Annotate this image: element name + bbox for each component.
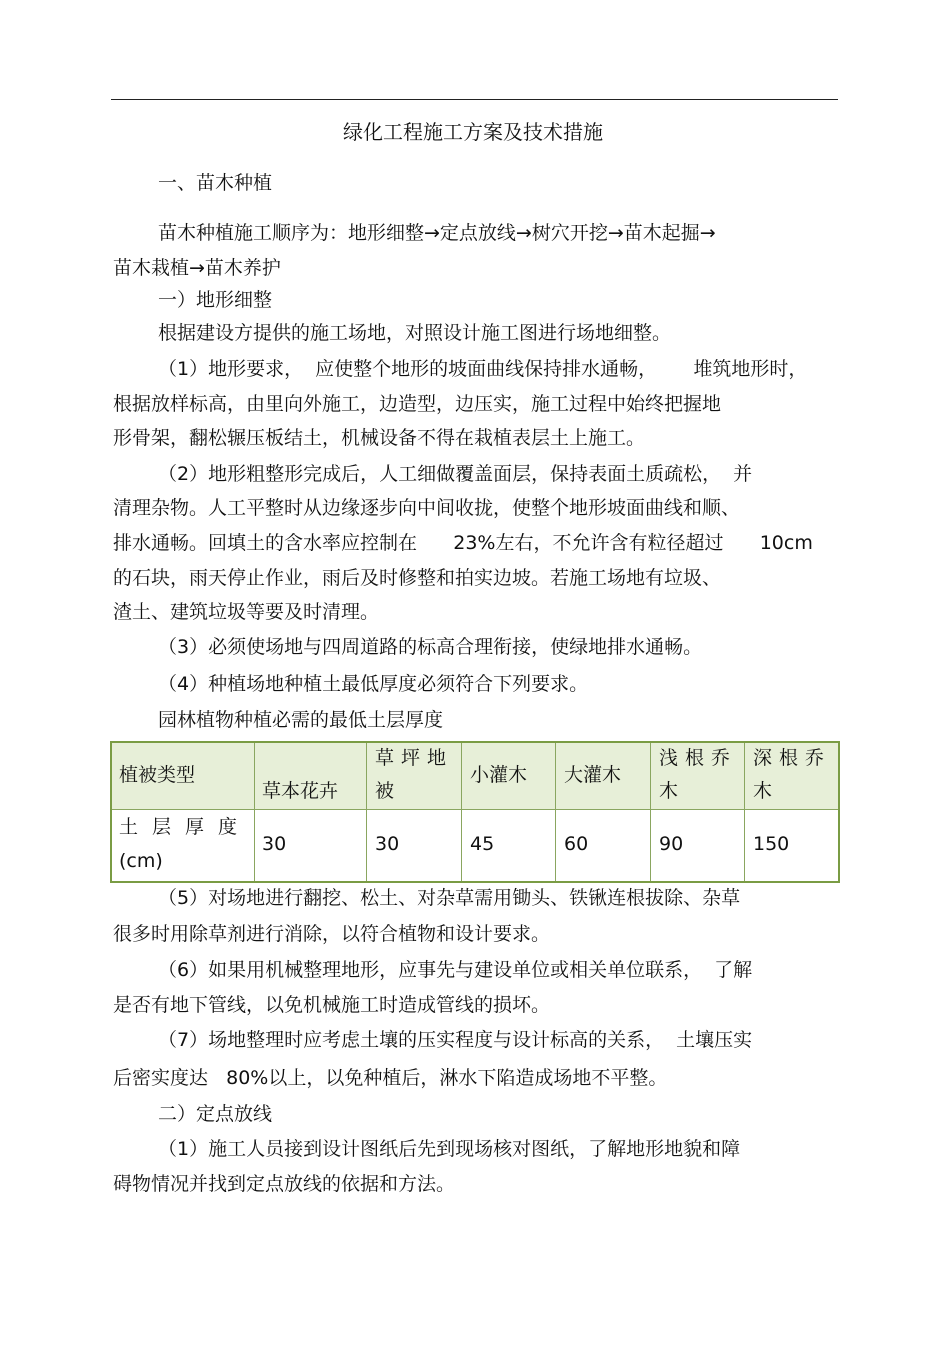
- header-cell-shallow-tree-line-2: 木: [659, 780, 679, 802]
- paragraph-2-line-4: 的石块，雨天停止作业，雨后及时修整和拍实边坡。若施工场地有垃圾、: [113, 567, 722, 589]
- header-cell-deep-tree-line-1: 深根乔: [753, 747, 832, 769]
- table-cell-value: 150: [753, 833, 790, 855]
- paragraph-1-line-2: 根据放样标高，由里向外施工，边造型，边压实，施工过程中始终把握地: [113, 393, 722, 415]
- header-cell-vegetation-type: 植被类型: [119, 764, 196, 786]
- paragraph-5-line-1: （5）对场地进行翻挖、松土、对杂草需用锄头、铁锹连根拔除、杂草: [158, 887, 741, 909]
- row-label-soil-thickness: 土层厚度: [119, 816, 252, 838]
- header-rule: [111, 99, 838, 100]
- paragraph-2-line-1: （2）地形粗整形完成后，人工细做覆盖面层，保持表面土质疏松， 并: [158, 463, 753, 485]
- table-cell-value: 45: [470, 833, 495, 855]
- header-cell-lawn-line-1: 草坪地: [375, 747, 454, 769]
- paragraph-0: 根据建设方提供的施工场地，对照设计施工图进行场地细整。: [158, 322, 672, 344]
- paragraph-2-line-2: 清理杂物。人工平整时从边缘逐步向中间收拢，使整个地形坡面曲线和顺、: [113, 497, 741, 519]
- subheading-2: 二）定点放线: [158, 1103, 273, 1125]
- paragraph-4: （4）种植场地种植土最低厚度必须符合下列要求。: [158, 673, 589, 695]
- paragraph-2-line-5: 渣土、建筑垃圾等要及时清理。: [113, 601, 380, 623]
- paragraph-5-line-2: 很多时用除草剂进行消除，以符合植物和设计要求。: [113, 923, 551, 945]
- section-heading-1: 一、苗木种植: [158, 172, 273, 194]
- table-row-divider: [112, 809, 838, 810]
- paragraph-8-line-2: 碍物情况并找到定点放线的依据和方法。: [113, 1173, 456, 1195]
- col-divider: [461, 743, 462, 881]
- header-cell-herbaceous-flowers: 草本花卉: [262, 780, 339, 802]
- order-line-1: 苗木种植施工顺序为：地形细整→定点放线→树穴开挖→苗木起掘→: [158, 222, 716, 244]
- order-line-2: 苗木栽植→苗木养护: [113, 257, 281, 279]
- header-cell-deep-tree-line-2: 木: [753, 780, 773, 802]
- table-cell-value: 90: [659, 833, 684, 855]
- header-cell-shallow-tree-line-1: 浅根乔: [659, 747, 738, 769]
- col-divider: [744, 743, 745, 881]
- col-divider: [650, 743, 651, 881]
- page-title: 绿化工程施工方案及技术措施: [343, 120, 603, 144]
- paragraph-3: （3）必须使场地与四周道路的标高合理衔接，使绿地排水通畅。: [158, 636, 703, 658]
- paragraph-2-line-3: 排水通畅。回填土的含水率应控制在 23%左右，不允许含有粒径超过 10cm: [113, 532, 813, 554]
- table-cell-value: 60: [564, 833, 589, 855]
- header-cell-small-shrub: 小灌木: [470, 764, 528, 786]
- paragraph-1-line-1: （1）地形要求， 应使整个地形的坡面曲线保持排水通畅， 堆筑地形时，: [158, 358, 808, 380]
- paragraph-1-line-3: 形骨架，翻松辗压板结土，机械设备不得在栽植表层土上施工。: [113, 427, 646, 449]
- paragraph-7-line-2: 后密实度达 80%以上，以免种植后，淋水下陷造成场地不平整。: [113, 1067, 668, 1089]
- paragraph-6-line-2: 是否有地下管线，以免机械施工时造成管线的损坏。: [113, 994, 551, 1016]
- header-cell-large-shrub: 大灌木: [564, 764, 622, 786]
- paragraph-6-line-1: （6）如果用机械整理地形，应事先与建设单位或相关单位联系， 了解: [158, 959, 753, 981]
- soil-thickness-table: [110, 741, 840, 883]
- paragraph-7-line-1: （7）场地整理时应考虑土壤的压实程度与设计标高的关系， 土壤压实: [158, 1029, 753, 1051]
- col-divider: [366, 743, 367, 881]
- table-caption: 园林植物种植必需的最低土层厚度: [158, 709, 444, 731]
- col-divider: [254, 743, 255, 881]
- table-cell-value: 30: [262, 833, 287, 855]
- header-cell-lawn-line-2: 被: [375, 780, 395, 802]
- paragraph-8-line-1: （1）施工人员接到设计图纸后先到现场核对图纸，了解地形地貌和障: [158, 1138, 741, 1160]
- row-label-unit: (cm): [119, 850, 163, 872]
- table-cell-value: 30: [375, 833, 400, 855]
- subheading-1: 一）地形细整: [158, 289, 273, 311]
- col-divider: [555, 743, 556, 881]
